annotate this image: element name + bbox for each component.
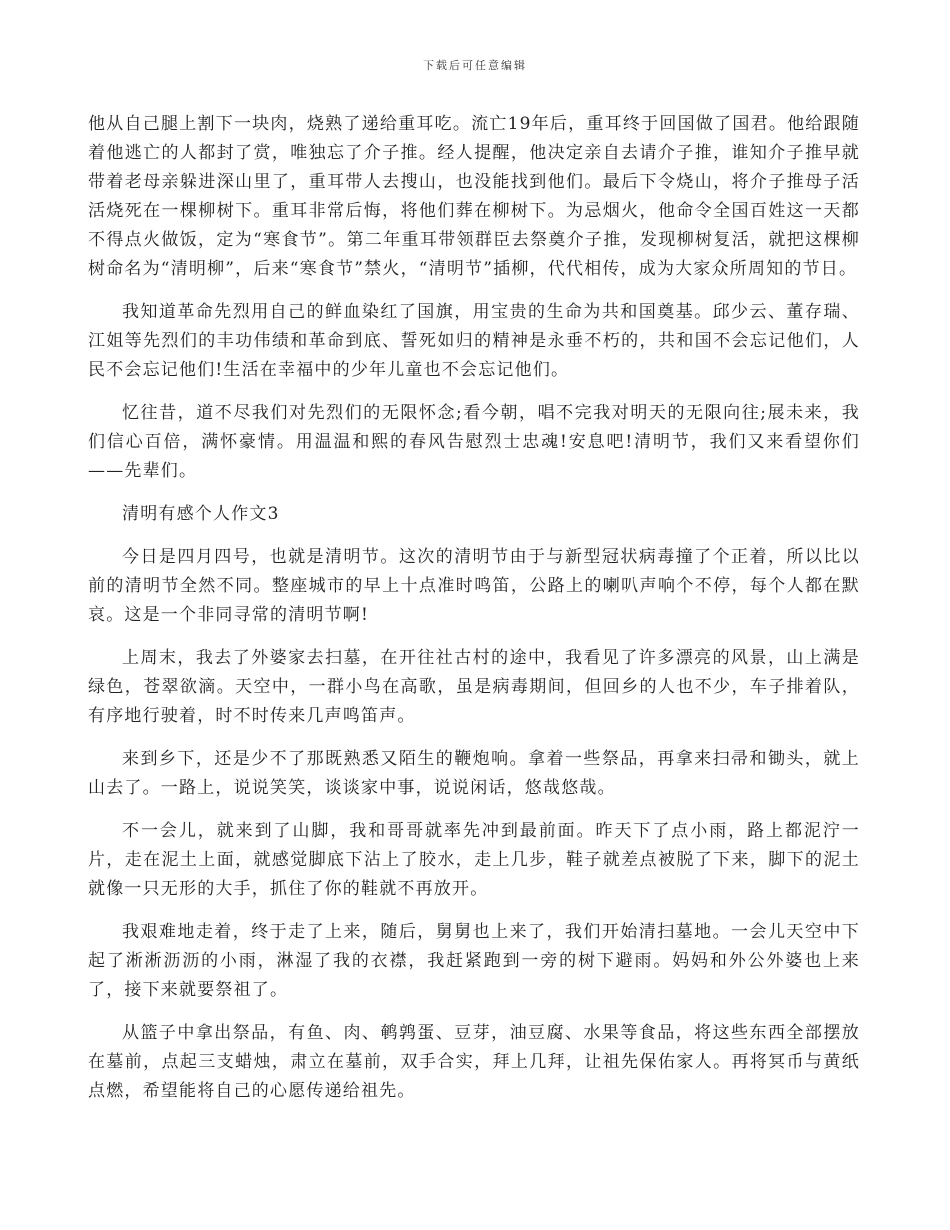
paragraph-3: 忆往昔，道不尽我们对先烈们的无限怀念;看今朝，唱不完我对明天的无限向往;展未来，我们信心百倍，满怀豪情。用温温和熙的春风告慰烈士忠魂!安息吧!清明节，我们又来看望你们——先辈们。 [88,403,860,481]
paragraph-9: 从篮子中拿出祭品，有鱼、肉、鹌鹑蛋、豆芽，油豆腐、水果等食品，将这些东西全部摆放在墓前，点起三支蜡烛，肃立在墓前，双手合实，拜上几拜，让祖先保佑家人。再将冥币与黄纸点燃，希望能将自己的心愿传递给祖先。 [88,1023,860,1101]
section-heading: 清明有感个人作文3 [122,504,280,524]
paragraph-6: 来到乡下，还是少不了那既熟悉又陌生的鞭炮响。拿着一些祭品，再拿来扫帚和锄头，就上山去了。一路上，说说笑笑，谈谈家中事，说说闲话，悠哉悠哉。 [88,749,860,798]
paragraph-8: 我艰难地走着，终于走了上来，随后，舅舅也上来了，我们开始清扫墓地。一会儿天空中下起了淅淅沥沥的小雨，淋湿了我的衣襟，我赶紧跑到一旁的树下避雨。妈妈和外公外婆也上来了，接下来就要祭祖了。 [88,922,860,1000]
paragraph-4: 今日是四月四号，也就是清明节。这次的清明节由于与新型冠状病毒撞了个正着，所以比以前的清明节全然不同。整座城市的早上十点准时鸣笛，公路上的喇叭声响个不停，每个人都在默哀。这是一个非同寻常的清明节啊! [88,547,860,625]
document-body [88,110,860,1120]
paragraph-2: 我知道革命先烈用自己的鲜血染红了国旗，用宝贵的生命为共和国奠基。邱少云、董存瑞、江姐等先烈们的丰功伟绩和革命到底、誓死如归的精神是永垂不朽的，共和国不会忘记他们，人民不会忘记他们!生活在幸福中的少年儿童也不会忘记他们。 [88,302,860,380]
paragraph-1: 他从自己腿上割下一块肉，烧熟了递给重耳吃。流亡19年后，重耳终于回国做了国君。他给跟随着他逃亡的人都封了赏，唯独忘了介子推。经人提醒，他决定亲自去请介子推，谁知介子推早就带着老母亲躲进深山里了，重耳带人去搜山，也没能找到他们。最后下令烧山，将介子推母子活活烧死在一棵柳树下。重耳非常后悔，将他们葬在柳树下。为忌烟火，他命令全国百姓这一天都不得点火做饭，定为“寒食节”。第二年重耳带领群臣去祭奠介子推，发现柳树复活，就把这棵柳树命名为“清明柳”，后来“寒食节”禁火，“清明节”插柳，代代相传，成为大家众所周知的节日。 [88,114,860,279]
paragraph-5: 上周末，我去了外婆家去扫墓，在开往社古村的途中，我看见了许多漂亮的风景，山上满是绿色，苍翠欲滴。天空中，一群小鸟在高歌，虽是病毒期间，但回乡的人也不少，车子排着队，有序地行驶着，时不时传来几声鸣笛声。 [88,648,860,726]
paragraph-7: 不一会儿，就来到了山脚，我和哥哥就率先冲到最前面。昨天下了点小雨，路上都泥泞一片，走在泥土上面，就感觉脚底下沾上了胶水，走上几步，鞋子就差点被脱了下来，脚下的泥土就像一只无形的大手，抓住了你的鞋就不再放开。 [88,821,860,899]
page-header: 下载后可任意编辑 [423,59,527,72]
